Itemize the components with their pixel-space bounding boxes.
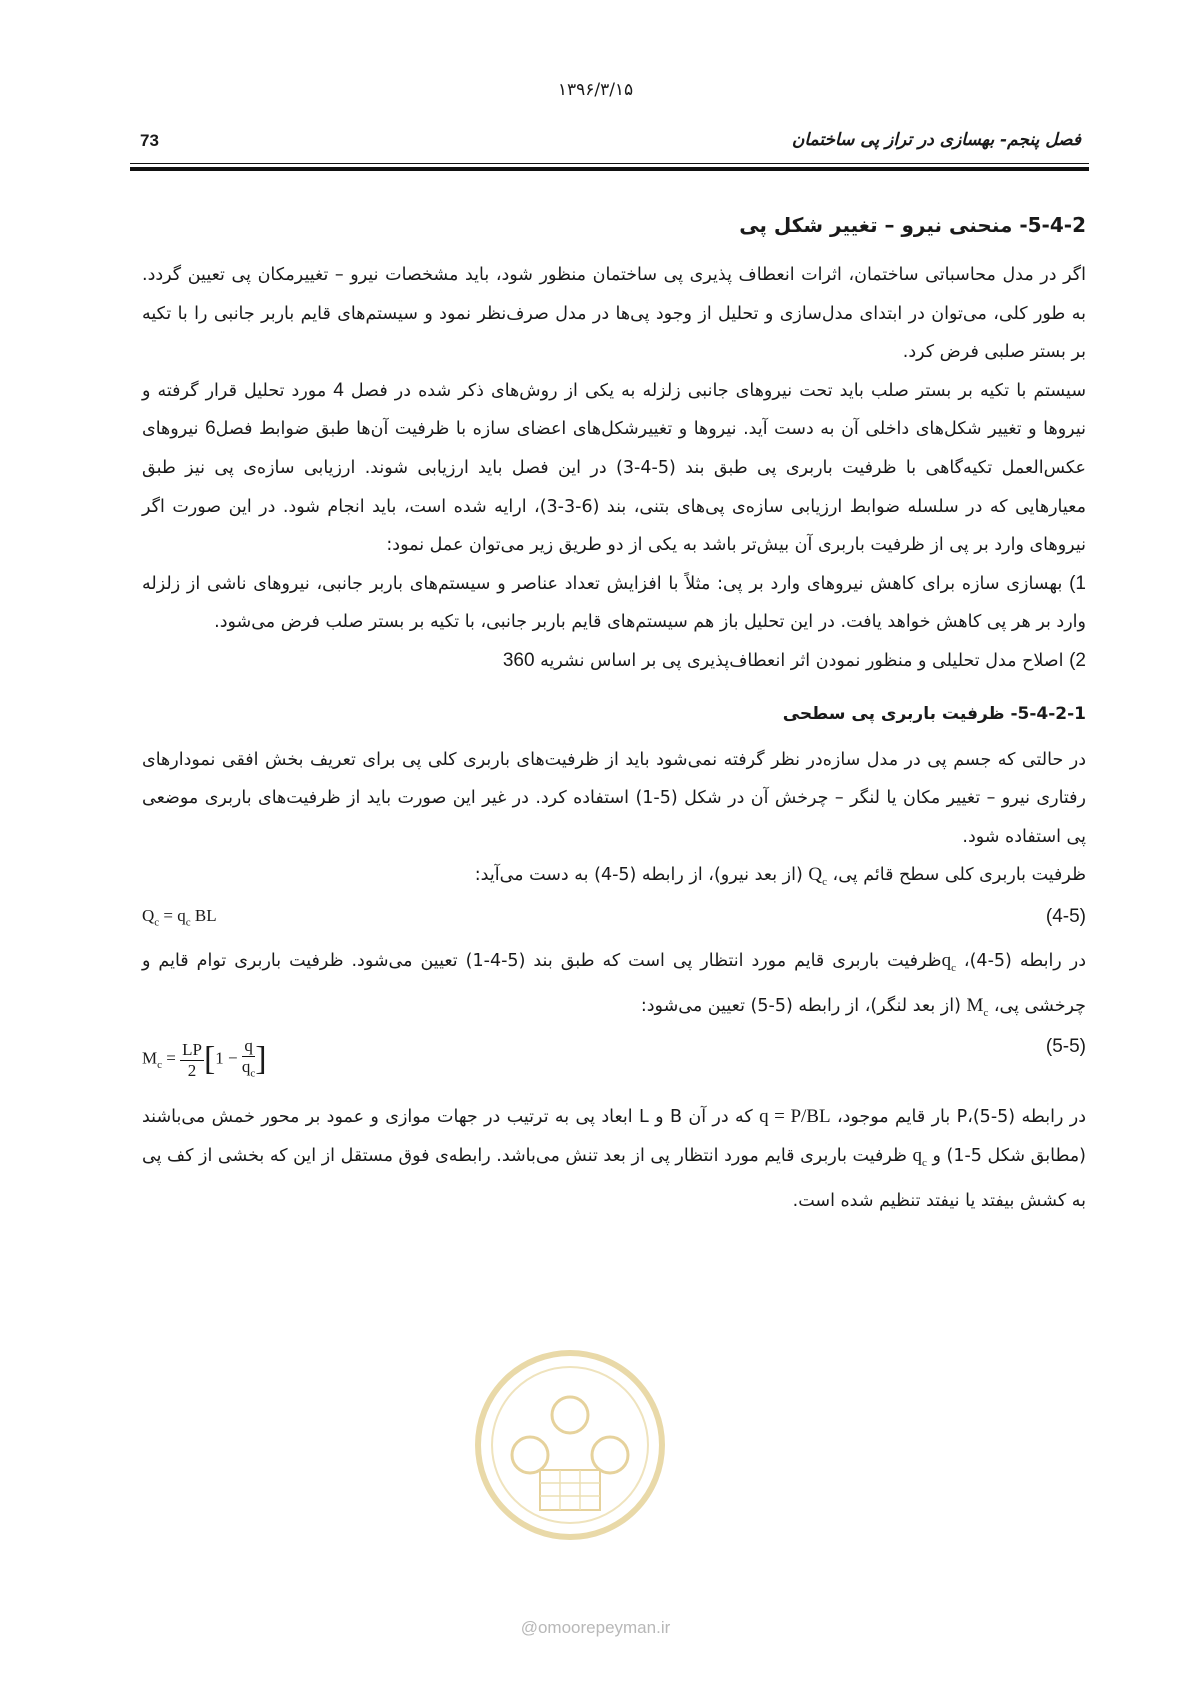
section-title: 5-4-2- منحنی نیرو – تغییر شکل پی — [739, 213, 1086, 237]
subsection-paragraph-3: در رابطه (5-4)، $q_cظرفیت$ باربری قایم مورد انتظار پی است که طبق بند (5-4-1) تعیین می‌شود. ظرفیت باربری توام قایم و چرخشی پی، $M_c$ (از بعد لنگر)، از رابطه (5-5) تعیین می‌شود: — [142, 949, 1086, 1019]
subsection-paragraph-4: در رابطه (5-5)،P بار قایم موجود، q = P/BL که در آن B و L ابعاد پی به ترتیب در جهات موازی و عمود بر محور خمش می‌باشند (مطابق شکل 5-1) و $q_c$ ظرفیت باربری قایم مورد انتظار پی از بعد تنش می‌باشد. رابطه‌ی فوق مستقل از این که بخشی از کف پی به کشش بیفتد یا نیفتد تنظیم شده است. — [142, 1106, 1087, 1212]
page-number: 73 — [140, 131, 159, 150]
watermark-seal-icon — [470, 1345, 670, 1545]
watermark-site: @omoorepeyman.ir — [520, 1618, 671, 1637]
subsection-paragraph-1: در حالتی که جسم پی در مدل سازه‌در نظر گرفته نمی‌شود باید از ظرفیت‌های باربری کلی پی برای تعریف بخش افقی نمودارهای رفتاری نیرو – تغییر مکان یا لنگر – چرخش آن در شکل (5-1) استفاده کرد. در غیر این صورت باید از ظرفیت‌های باربری موضعی پی استفاده شود. — [142, 749, 1087, 847]
equation-label: (5-5) — [1045, 1036, 1086, 1058]
equation-4-5 — [142, 904, 1086, 940]
equation-label: (4-5) — [1045, 905, 1086, 927]
equation-5-5 — [142, 1034, 1086, 1096]
section-paragraph-2: سیستم با تکیه بر بستر صلب باید تحت نیروهای جانبی زلزله به یکی از روش‌های ذکر شده در فصل 4 مورد تحلیل قرار گرفته و نیروها و تغییر شکل‌های داخلی آن به دست آید. نیروها و تغییرشکل‌های اعضای سازه با ظرفیت آن‌ها طبق ضوابط فصل6 نیروهای عکس‌العمل تکیه‌گاهی با ظرفیت باربری پی طبق بند (5-4-3) در این فصل باید ارزیابی شوند. ارزیابی سازه‌ی پی نیز طبق معیارهایی که در سلسله ضوابط ارزیابی سازه‌ی پی‌های بتنی، بند (6-3-3)، ارایه شده است، باید انجام شود. در این صورت اگر نیروهای وارد بر پی از ظرفیت باربری آن بیش‌تر باشد به یکی از دو طریق زیر می‌توان عمل نمود: — [142, 379, 1086, 556]
running-title: فصل پنجم- بهسازی در تراز پی ساختمان — [791, 130, 1081, 150]
equation-formula: $Q_c = q_c$ BL — [142, 905, 217, 929]
subsection-paragraph-2: ظرفیت باربری کلی سطح قائم پی، $Q_c$ (از بعد نیرو)، از رابطه (5-4) به دست می‌آید: — [474, 864, 1086, 889]
page-body — [142, 210, 1086, 1221]
section-paragraph-1: اگر در مدل محاسباتی ساختمان، اثرات انعطاف پذیری پی ساختمان منظور شود، باید مشخصات نیرو – تغییرمکان پی تعیین گردد. به طور کلی، می‌توان در ابتدای مدل‌سازی و تحلیل از وجود پی‌ها در مدل صرف‌نظر نمود و سیستم‌های قایم باربر جانبی را با تکیه بر بستر صلبی فرض کرد. — [142, 265, 1086, 363]
header-rule-thick — [130, 167, 1089, 171]
header-rule-thin — [130, 163, 1089, 164]
inline-formula-q: q = P/BL — [759, 1106, 831, 1128]
equation-formula: $M_c$ = $\frac{LP}{2}$ [1 − $\frac{q}{q_c}$ ] — [142, 1036, 267, 1080]
list-item-1: 1) بهسازی سازه برای کاهش نیروهای وارد بر پی: مثلاً با افزایش تعداد عناصر و سیستم‌های باربر جانبی، نیروهای ناشی از زلزله وارد بر هر پی کاهش خواهد یافت. در این تحلیل باز هم سیستم‌های قایم باربر جانبی، با تکیه بر بستر صلب فرض می‌شود. — [142, 572, 1086, 633]
list-item-2: 2) اصلاح مدل تحلیلی و منظور نمودن اثر انعطاف‌پذیری پی بر اساس نشریه 360 — [502, 649, 1086, 671]
document-date: ۱۳۹۶/۳/۱۵ — [557, 80, 634, 100]
subsection-title: 5-4-2-1- ظرفیت باربری پی سطحی — [782, 703, 1086, 724]
